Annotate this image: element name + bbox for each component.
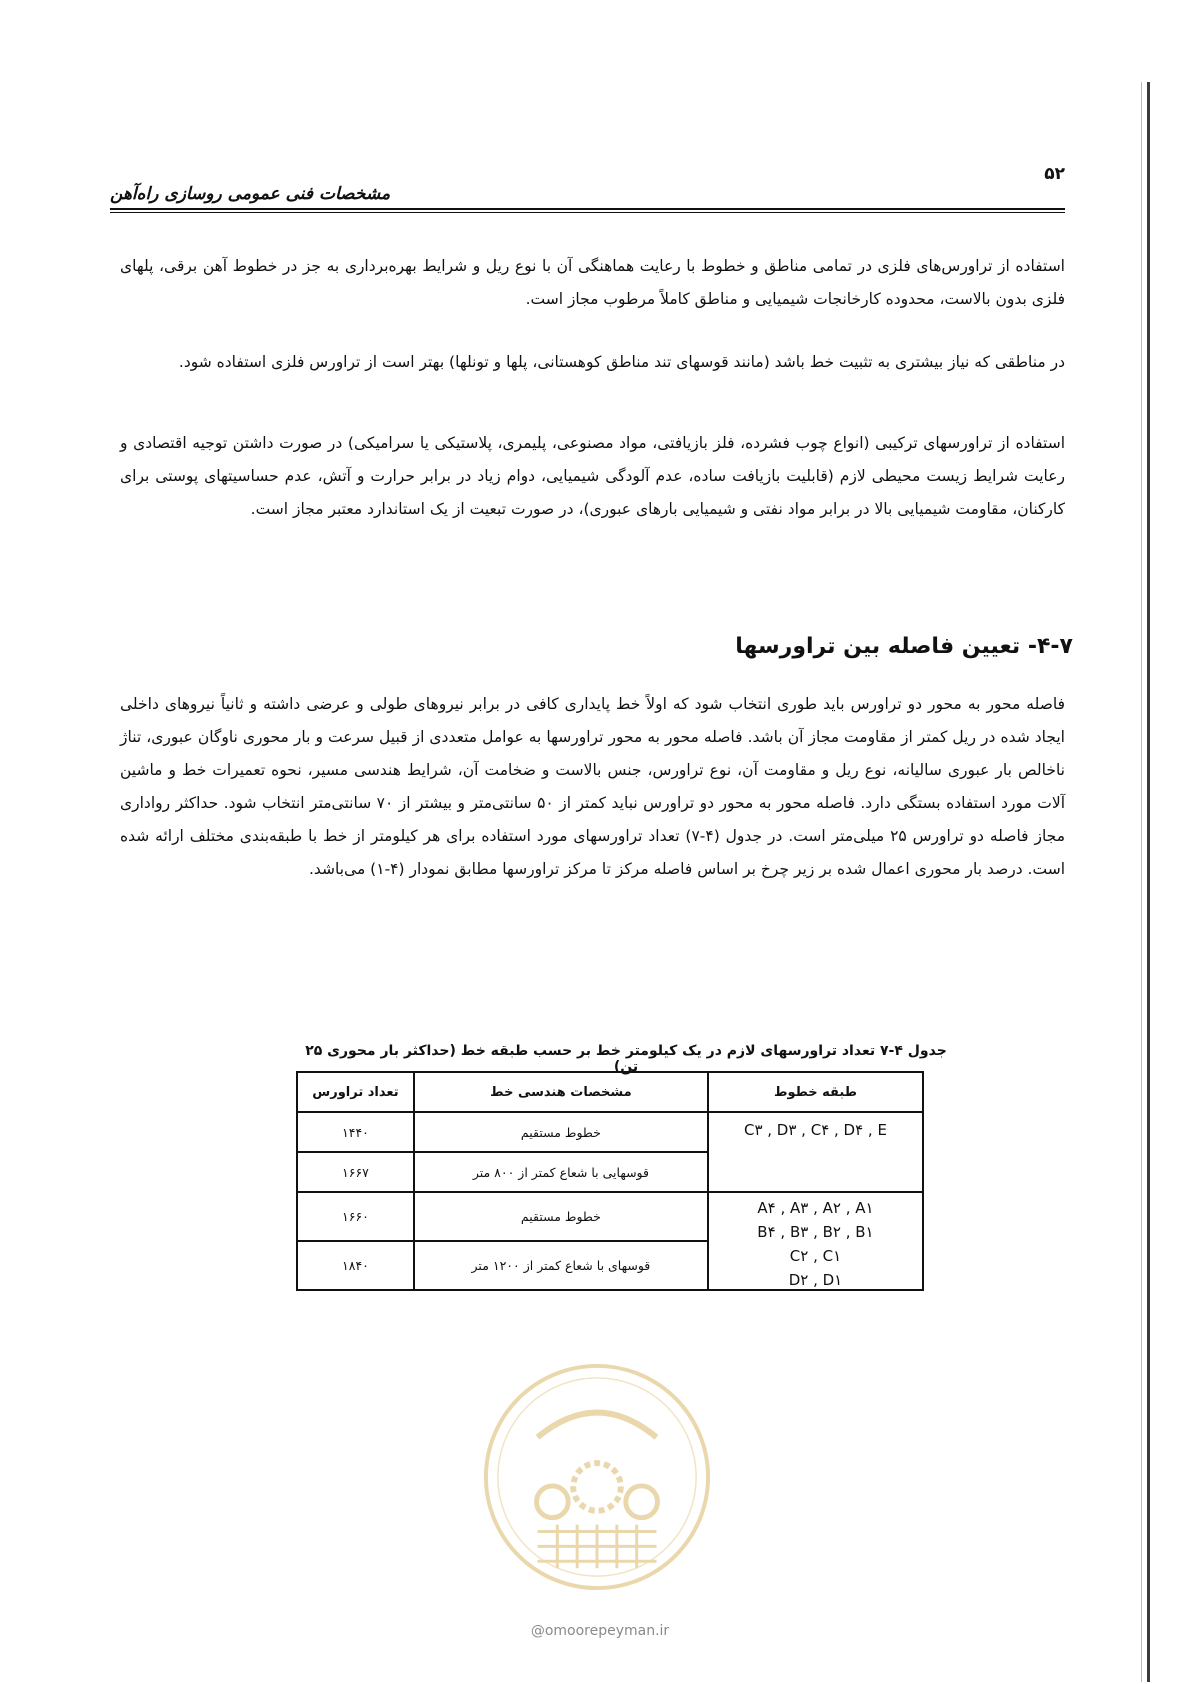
header-rule (110, 208, 1065, 210)
scan-edge-shadow (1141, 82, 1142, 1682)
count-cell: ۱۸۴۰ (297, 1241, 414, 1290)
track-class-item: C۲ , C۱ (789, 1247, 842, 1265)
table-header-row (297, 1072, 923, 1112)
paragraph-composite-sleepers: استفاده از تراورسهای ترکیبی (انواع چوب فشرده، فلز بازیافتی، مواد مصنوعی، پلیمری، پلاستیکی یا سرامیکی) در صورت داشتن توجیه اقتصادی و رعایت شرایط زیست محیطی لازم (قابلیت بازیافت ساده، عدم آلودگی شیمیایی، دوام زیاد در برابر حرارت و آتش، عدم حساسیتهای پوستی برای کارکنان، مقاومت شیمیایی بالا در برابر مواد نفتی و شیمیایی بارهای عبوری)، در صورت تبعیت از یک استاندارد معتبر مجاز است. (120, 434, 1065, 518)
count-cell: ۱۴۴۰ (297, 1112, 414, 1152)
header-track-class: طبقه خطوط (708, 1072, 923, 1112)
table-row (297, 1112, 923, 1152)
paragraph-stabilization: در مناطقی که نیاز بیشتری به تثبیت خط باشد (مانند قوسهای تند مناطق کوهستانی، پلها و تونلها) بهتر است از تراورس فلزی استفاده شود. (178, 353, 1065, 371)
watermark-url (490, 1623, 710, 1639)
scan-edge-line (1147, 82, 1150, 1682)
count-cell: ۱۶۶۷ (297, 1152, 414, 1192)
at-icon: @ (530, 1623, 545, 1639)
track-class-cell (708, 1112, 923, 1192)
paragraph-steel-sleepers: استفاده از تراورس‌های فلزی در تمامی مناطق و خطوط با رعایت هماهنگی آن با نوع ریل و شرایط بهره‌برداری به جز در خطوط آهن برقی، پلهای فلزی بدون بالاست، محدوده کارخانجات شیمیایی و مناطق کاملاً مرطوب مجاز است. (120, 257, 1065, 308)
header-geometry: مشخصات هندسی خط (414, 1072, 708, 1112)
count-cell: ۱۶۶۰ (297, 1192, 414, 1241)
header-rule-thin (110, 212, 1065, 213)
section-heading: ۴-۷- تعیین فاصله بین تراورسها (735, 634, 1073, 659)
track-class-list: C۳ , D۳ , C۴ , D۴ , E (743, 1121, 887, 1139)
geometry-cell: خطوط مستقیم (414, 1112, 708, 1152)
track-class-cell (708, 1192, 923, 1290)
running-title: مشخصات فنی عمومی روسازی راه‌آهن (110, 184, 391, 204)
table-row (297, 1192, 923, 1241)
track-class-item: D۲ , D۱ (788, 1271, 843, 1289)
watermark-url-text: omoorepeyman.ir (544, 1623, 670, 1639)
track-class-item: B۴ , B۳ , B۲ , B۱ (757, 1223, 874, 1241)
header-sleeper-count: تعداد تراورس (297, 1072, 414, 1112)
page-header (110, 164, 1065, 214)
track-class-item: A۴ , A۳ , A۲ , A۱ (757, 1199, 874, 1217)
paragraph-sleeper-spacing: فاصله محور به محور دو تراورس باید طوری انتخاب شود که اولاً خط پایداری کافی در برابر نیروهای طولی و عرضی داشته و ثانیاً نیروهای داخلی ایجاد شده در ریل کمتر از مقاومت مجاز آن باشد. فاصله محور به محور تراورسها به عوامل متعددی از قبیل سرعت و بار محوری ناوگان عبوری، تناژ ناخالص بار عبوری سالیانه، نوع ریل و مقاومت آن، نوع تراورس، جنس بالاست و ضخامت آن، شرایط هندسی مسیر، نحوه تعمیرات خط و ماشین آلات مورد استفاده بستگی دارد. فاصله محور به محور دو تراورس نباید کمتر از ۵۰ سانتی‌متر و بیشتر از ۷۰ سانتی‌متر انتخاب شود. حداکثر رواداری مجاز فاصله دو تراورس ۲۵ میلی‌متر است. در جدول (۴-۷) تعداد تراورسهای مورد استفاده برای هر کیلومتر از خط با طبقه‌بندی مختلف ارائه شده است. درصد بار محوری اعمال شده بر زیر چرخ بر اساس فاصله مرکز تا مرکز تراورسها مطابق نمودار (۴-۱) می‌باشد. (120, 695, 1065, 878)
watermark-logo-icon (478, 1358, 716, 1596)
sleeper-count-table (296, 1071, 924, 1291)
page-number: ۵۲ (1044, 164, 1065, 184)
geometry-cell: قوسهایی با شعاع کمتر از ۸۰۰ متر (414, 1152, 708, 1192)
table-caption: جدول ۴-۷ تعداد تراورسهای لازم در یک کیلومتر خط بر حسب طبقه خط (حداکثر بار محوری ۲۵ تن) (305, 1043, 947, 1075)
geometry-cell: قوسهای با شعاع کمتر از ۱۲۰۰ متر (414, 1241, 708, 1290)
geometry-cell: خطوط مستقیم (414, 1192, 708, 1241)
